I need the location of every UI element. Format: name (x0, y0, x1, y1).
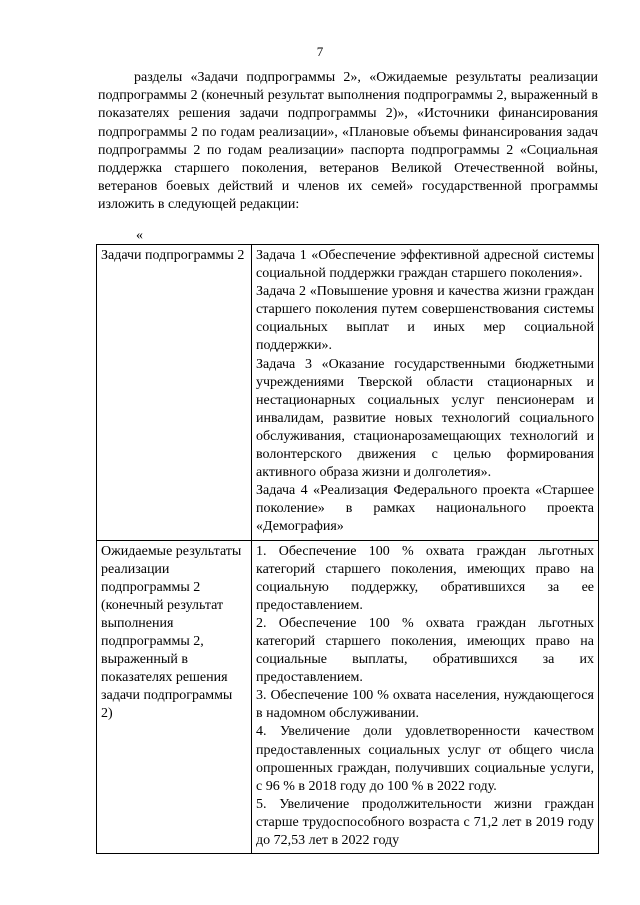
row-label-expected-results: Ожидаемые результаты реализации подпрограммы 2 (конечный результат выполнения подпрограммы 2, выраженный в показателях решения задачи подпрограммы 2) (97, 540, 252, 854)
table-row-expected-results (97, 540, 599, 854)
task-3: Задача 3 «Оказание государственными бюджетными учреждениями Тверской области стационарных и нестационарных социальных услуг пенсионерам и инвалидам, развитие новых технологий социального обслуживания, стационарозамещающих технологий и волонтерского движения с целью формирования активного образа жизни и долголетия». (256, 356, 594, 481)
subprogram-passport-table (96, 244, 599, 854)
task-1: Задача 1 «Обеспечение эффективной адресной системы социальной поддержки граждан старшего поколения». (256, 248, 594, 282)
result-1: 1. Обеспечение 100 % охвата граждан льготных категорий старшего поколения, имеющих право на социальную поддержку, обратившихся за ее предоставлением. (256, 543, 594, 613)
page-number: 7 (316, 44, 324, 59)
result-3: 3. Обеспечение 100 % охвата населения, нуждающегося в надомном обслуживании. (256, 688, 594, 722)
task-4: Задача 4 «Реализация Федерального проекта «Старшее поколение» в рамках национального проекта «Демография» (256, 483, 594, 535)
task-2: Задача 2 «Повышение уровня и качества жизни граждан старшего поколения путем совершенствования системы социальных выплат и иных мер социальной поддержки». (256, 284, 594, 354)
result-4: 4. Увеличение доли удовлетворенности качеством предоставленных социальных услуг от общего числа опрошенных граждан, получивших социальные услуги, с 96 % в 2018 году до 100 % в 2022 году. (256, 724, 594, 794)
row-value-tasks (252, 245, 599, 541)
result-2: 2. Обеспечение 100 % охвата граждан льготных категорий старшего поколения, имеющих право на социальные выплаты, обратившихся за их предоставлением. (256, 615, 594, 686)
row-label-tasks: Задачи подпрограммы 2 (97, 245, 252, 541)
intro-paragraph: разделы «Задачи подпрограммы 2», «Ожидаемые результаты реализации подпрограммы 2 (конечный результат выполнения подпрограммы 2, выраженный в показателях решения задачи подпрограммы 2)», «Источники финансирования подпрограммы 2 по годам реализации», «Плановые объемы финансирования задач подпрограммы 2 по годам реализации» паспорта подпрограммы 2 «Социальная поддержка старшего поколения, ветеранов Великой Отечественной войны, ветеранов боевых действий и членов их семей» государственной программы изложить в следующей редакции: (98, 70, 598, 213)
result-5: 5. Увеличение продолжительности жизни граждан старше трудоспособного возраста с 71,2 лет в 2019 году до 72,53 лет в 2022 году (256, 796, 594, 848)
table-row-tasks (97, 245, 599, 541)
row-value-expected-results (252, 540, 599, 854)
opening-quote-mark: « (136, 228, 143, 243)
